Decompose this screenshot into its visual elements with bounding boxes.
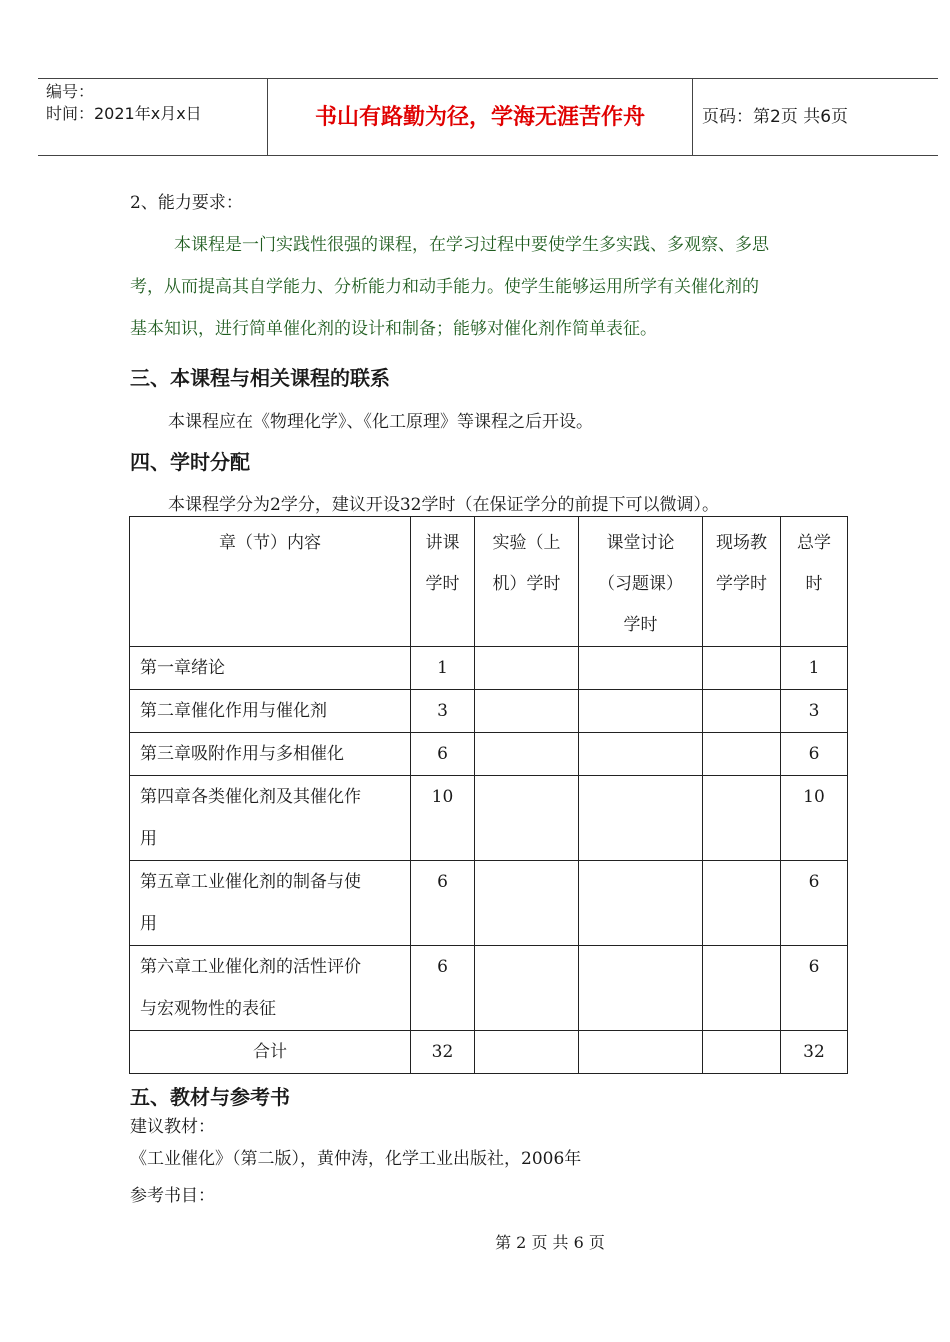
header-line: （习题课）: [598, 574, 683, 594]
chapter-name-line: 第一章绪论: [140, 658, 225, 678]
field-hours-cell: [703, 733, 781, 776]
chapter-name-line: 第三章吸附作用与多相催化: [140, 744, 344, 764]
reference-books-label: 参考书目：: [130, 1186, 215, 1206]
textbook-entry: 《工业催化》（第二版），黄仲涛，化学工业出版社，2006年: [130, 1149, 582, 1169]
total-hours-cell: 6: [781, 946, 848, 1031]
chapter-name-line: 第四章各类催化剂及其催化作: [140, 787, 361, 807]
header-line: 学时: [425, 574, 460, 594]
header-line: 现场教: [716, 533, 767, 553]
chapter-name-line: 第二章催化作用与催化剂: [140, 701, 327, 721]
lecture-hours-cell: 6: [411, 733, 475, 776]
lab-hours-cell: [475, 776, 579, 861]
field-hours-cell: [703, 647, 781, 690]
total-hours-cell: 1: [781, 647, 848, 690]
header-total-hours: [781, 517, 848, 647]
page-header: [38, 78, 938, 156]
section3-heading: 三、本课程与相关课程的联系: [130, 366, 390, 390]
header-field-teaching-hours: [703, 517, 781, 647]
table-row: [130, 861, 848, 946]
grand-total-hours: 32: [781, 1031, 848, 1074]
header-divider: [692, 79, 693, 155]
chapter-name-line: 第六章工业催化剂的活性评价: [140, 957, 361, 977]
field-hours-cell: [703, 776, 781, 861]
header-page-label: 页码：第2页 共6页: [702, 107, 849, 127]
header-lab-hours: [475, 517, 579, 647]
header-lecture-hours: [411, 517, 475, 647]
section5-heading: 五、教材与参考书: [130, 1085, 290, 1109]
table-row: [130, 690, 848, 733]
field-hours-cell: [703, 690, 781, 733]
ability-text-line: 本课程是一门实践性很强的课程，在学习过程中要使学生多实践、多观察、多思: [174, 235, 769, 255]
table-row: [130, 776, 848, 861]
table-total-row: [130, 1031, 848, 1074]
header-line: 课堂讨论: [606, 533, 675, 553]
lab-hours-total: [475, 1031, 579, 1074]
discussion-hours-cell: [579, 776, 703, 861]
document-time-label: 时间：2021年x月x日: [46, 104, 202, 123]
table-header-row: [130, 517, 848, 647]
suggested-textbook-label: 建议教材：: [130, 1117, 215, 1137]
lab-hours-cell: [475, 733, 579, 776]
ability-title: 2、能力要求：: [130, 193, 243, 213]
section4-text: 本课程学分为2学分，建议开设32学时（在保证学分的前提下可以微调）。: [168, 495, 719, 515]
table-row: [130, 946, 848, 1031]
header-line: 章（节）内容: [219, 533, 321, 553]
header-line: 学学时: [716, 574, 767, 594]
discussion-hours-cell: [579, 733, 703, 776]
field-hours-cell: [703, 861, 781, 946]
chapter-name: [130, 776, 411, 861]
field-hours-cell: [703, 946, 781, 1031]
chapter-name: [130, 647, 411, 690]
lecture-hours-cell: 6: [411, 946, 475, 1031]
chapter-name-line: 用: [140, 914, 157, 934]
chapter-name-line: 与宏观物性的表征: [140, 999, 276, 1019]
total-hours-cell: 10: [781, 776, 848, 861]
header-line: 机）学时: [492, 574, 561, 594]
table-row: [130, 647, 848, 690]
section3-text: 本课程应在《物理化学》、《化工原理》等课程之后开设。: [168, 412, 593, 432]
lab-hours-cell: [475, 647, 579, 690]
lecture-hours-cell: 10: [411, 776, 475, 861]
lab-hours-cell: [475, 861, 579, 946]
discussion-hours-cell: [579, 690, 703, 733]
chapter-name: [130, 946, 411, 1031]
header-line: 总学: [797, 533, 831, 553]
lab-hours-cell: [475, 946, 579, 1031]
chapter-name: [130, 690, 411, 733]
chapter-name-line: 第五章工业催化剂的制备与使: [140, 872, 361, 892]
header-line: 学时: [623, 615, 658, 635]
lab-hours-cell: [475, 690, 579, 733]
discussion-hours-cell: [579, 946, 703, 1031]
header-motto: 书山有路勤为径，学海无涯苦作舟: [314, 104, 645, 130]
document-number-label: 编号：: [46, 82, 95, 101]
header-meta: [46, 81, 266, 157]
total-hours-cell: 3: [781, 690, 848, 733]
total-hours-cell: 6: [781, 861, 848, 946]
ability-text-line: 考，从而提高其自学能力、分析能力和动手能力。使学生能够运用所学有关催化剂的: [130, 277, 759, 297]
chapter-name-line: 用: [140, 829, 157, 849]
header-chapter-content: [130, 517, 411, 647]
header-line: 讲课: [425, 533, 460, 553]
ability-text-line: 基本知识，进行简单催化剂的设计和制备；能够对催化剂作简单表征。: [130, 319, 657, 339]
total-hours-cell: 6: [781, 733, 848, 776]
lecture-hours-total: 32: [411, 1031, 475, 1074]
discussion-hours-cell: [579, 647, 703, 690]
total-row-label: 合计: [130, 1031, 411, 1074]
header-line: 时: [805, 574, 823, 594]
lecture-hours-cell: 3: [411, 690, 475, 733]
field-hours-total: [703, 1031, 781, 1074]
header-discussion-hours: [579, 517, 703, 647]
hours-allocation-table: [129, 516, 848, 1074]
section4-heading: 四、学时分配: [130, 450, 250, 474]
page-footer: 第 2 页 共 6 页: [495, 1233, 605, 1252]
discussion-hours-cell: [579, 861, 703, 946]
lecture-hours-cell: 6: [411, 861, 475, 946]
lecture-hours-cell: 1: [411, 647, 475, 690]
table-row: [130, 733, 848, 776]
chapter-name: [130, 861, 411, 946]
discussion-hours-total: [579, 1031, 703, 1074]
chapter-name: [130, 733, 411, 776]
header-line: 实验（上: [492, 533, 561, 553]
